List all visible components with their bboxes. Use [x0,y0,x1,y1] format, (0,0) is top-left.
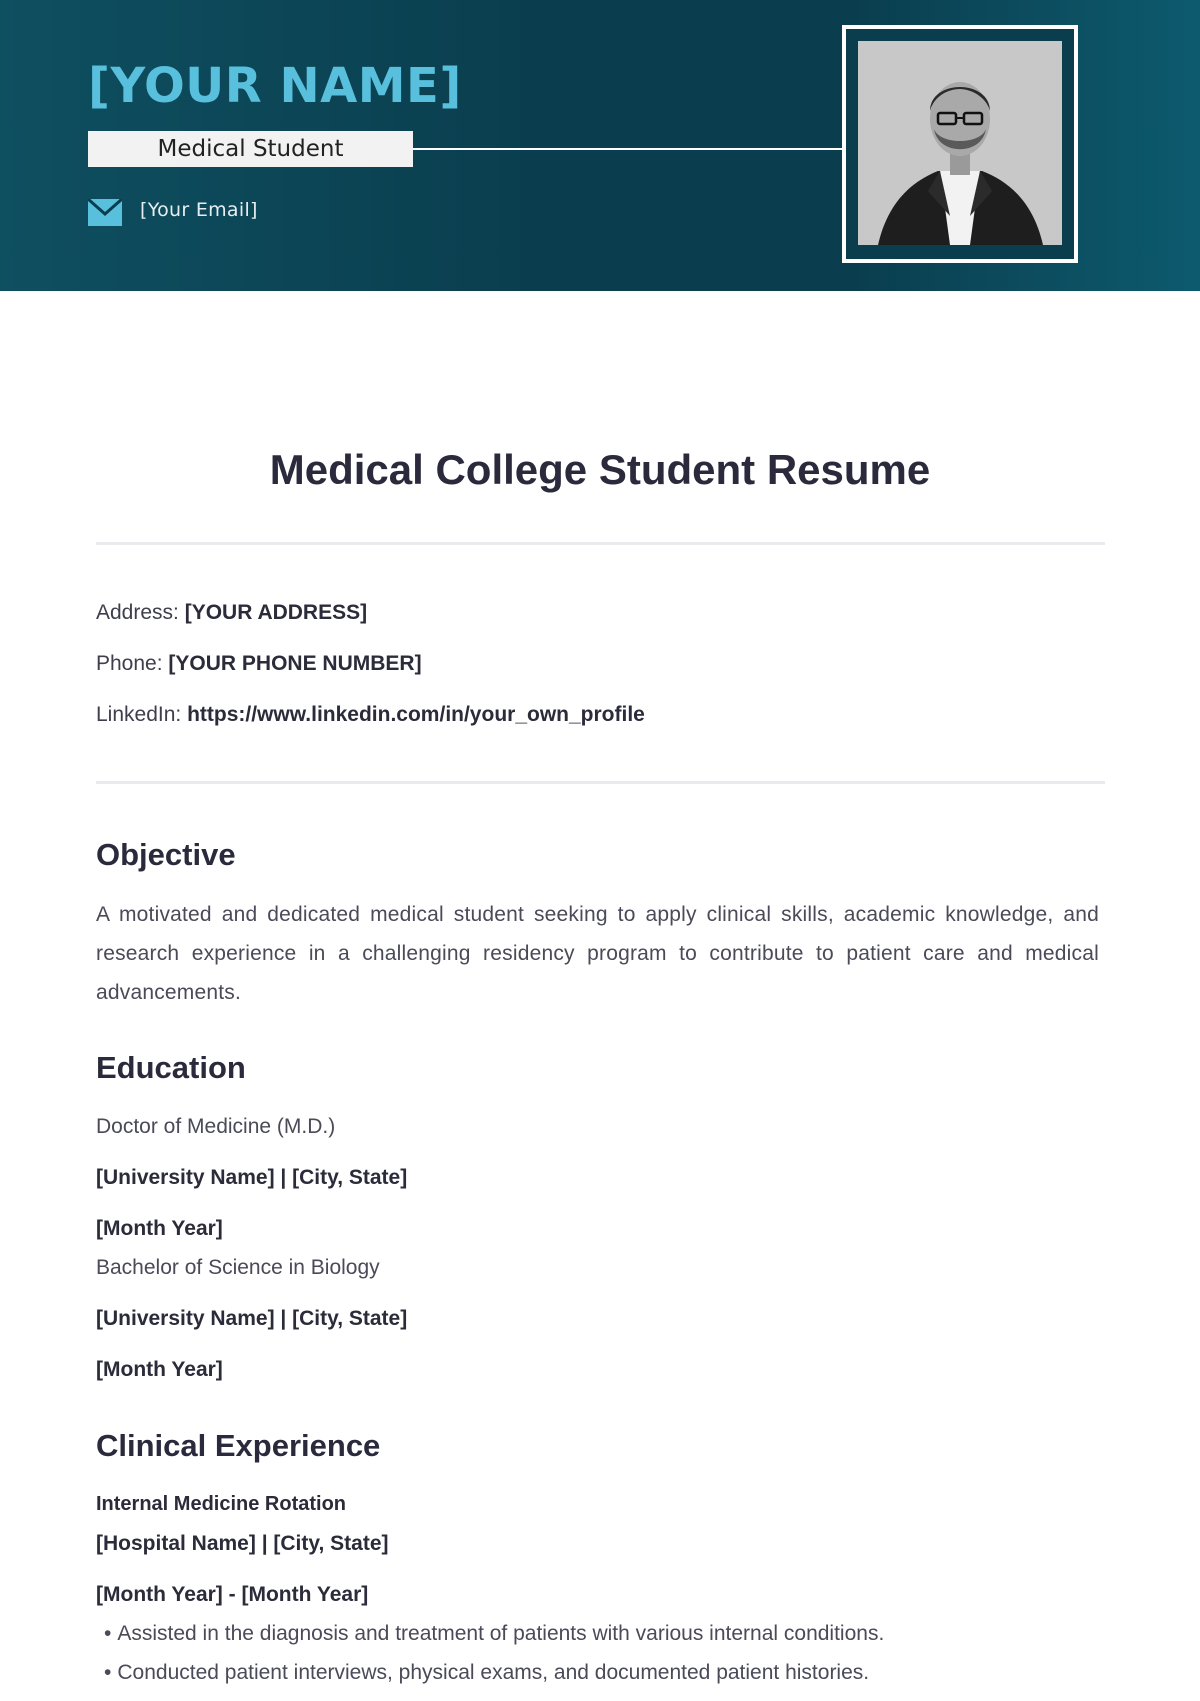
bullet-text: Assisted in the diagnosis and treatment of patients with various internal conditions. [117,1622,885,1645]
objective-heading: Objective [96,837,236,872]
person-portrait-icon [858,41,1062,245]
linkedin-label: LinkedIn: [96,703,182,726]
bullet-dot: • [104,1622,112,1645]
education-school: [University Name] | [City, State] [96,1166,408,1189]
education-date: [Month Year] [96,1358,223,1381]
role-divider-line [413,148,843,150]
education-degree: Bachelor of Science in Biology [96,1256,380,1279]
photo-frame [842,25,1078,263]
education-degree: Doctor of Medicine (M.D.) [96,1115,336,1138]
document-title: Medical College Student Resume [269,446,931,493]
role-label [88,131,413,167]
address-value: [YOUR ADDRESS] [184,601,368,624]
education-heading: Education [96,1050,246,1085]
rotation-place: [Hospital Name] | [City, State] [96,1532,389,1555]
phone-line [96,652,422,676]
rotation-title: Internal Medicine Rotation [96,1493,347,1515]
divider-contact [96,781,1105,784]
divider-top [96,542,1105,545]
header-banner [0,0,1200,291]
linkedin-line [96,703,645,727]
address-label: Address: [96,601,179,624]
education-date: [Month Year] [96,1217,223,1240]
profile-photo [858,41,1062,245]
objective-text: A motivated and dedicated medical student seeking to apply clinical skills, academic knowledge, and research experience in a challenging residency program to contribute to patient care and medical advancements. [96,903,1099,1004]
bullet-text: Conducted patient interviews, physical exams, and documented patient histories. [117,1661,870,1684]
email-text[interactable]: [Your Email] [140,199,258,221]
phone-label: Phone: [96,652,163,675]
rotation-dates: [Month Year] - [Month Year] [96,1583,369,1606]
candidate-name: [YOUR NAME] [88,58,462,114]
bullet-dot: • [104,1661,112,1684]
address-line [96,601,367,625]
clinical-heading: Clinical Experience [96,1428,381,1463]
list-item [104,1661,869,1685]
linkedin-link[interactable]: https://www.linkedin.com/in/your_own_profile [187,703,645,726]
list-item [104,1622,884,1646]
phone-value: [YOUR PHONE NUMBER] [168,652,422,675]
envelope-icon [88,199,122,226]
role-text: Medical Student [157,136,344,162]
education-school: [University Name] | [City, State] [96,1307,408,1330]
